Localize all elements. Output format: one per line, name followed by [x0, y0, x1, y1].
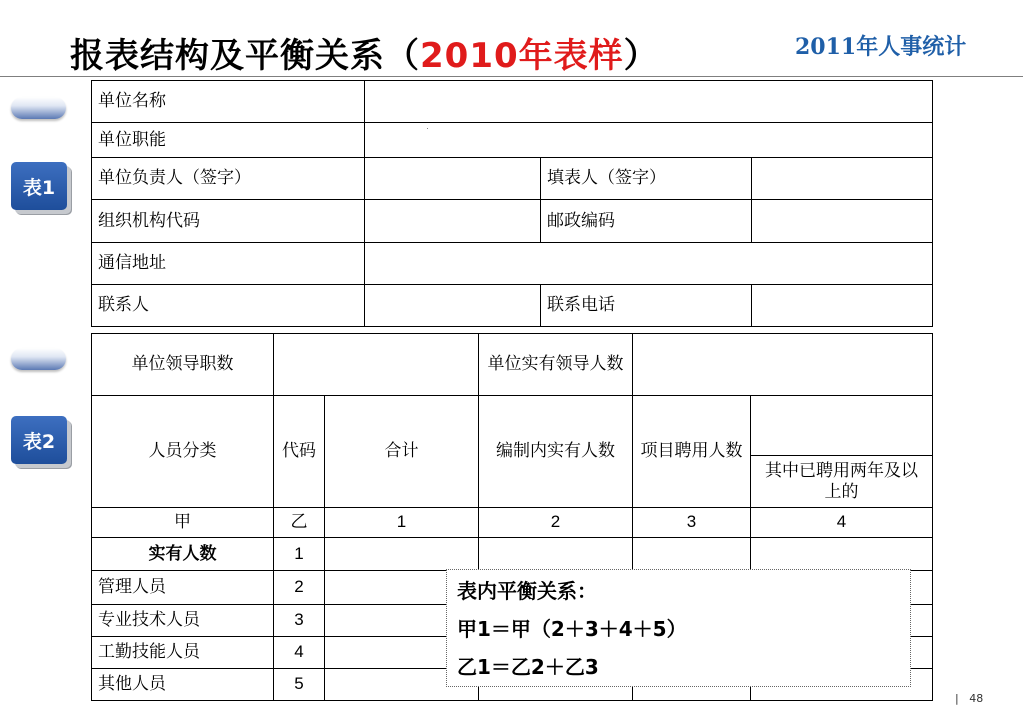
- unit-function-value: [365, 123, 933, 158]
- contact-phone-label: 联系电话: [541, 285, 752, 327]
- hired-two-years-header: 其中已聘用两年及以上的: [751, 456, 933, 508]
- row-code: 5: [274, 669, 325, 701]
- filler-value: [752, 158, 933, 200]
- address-label: 通信地址: [92, 243, 365, 285]
- unit-name-value: [365, 81, 933, 123]
- contact-label: 联系人: [92, 285, 365, 327]
- table2-badge: 表2: [11, 416, 67, 464]
- table1-pill-decoration: [11, 97, 66, 119]
- index-col-4: 4: [751, 508, 933, 538]
- contact-phone-value: [752, 285, 933, 327]
- title-main: 报表结构及平衡关系（: [70, 36, 420, 76]
- index-col-b: 乙: [274, 508, 325, 538]
- page-number-value: 48: [969, 692, 984, 705]
- in-staff-header: 编制内实有人数: [479, 396, 633, 508]
- row-label: 专业技术人员: [92, 605, 274, 637]
- table2-pill-decoration: [11, 348, 66, 370]
- page-number: [955, 692, 983, 705]
- address-value: [365, 243, 933, 285]
- row-label: 工勤技能人员: [92, 637, 274, 669]
- total-header: 合计: [325, 396, 479, 508]
- unit-name-label: 单位名称: [92, 81, 365, 123]
- index-col-2: 2: [479, 508, 633, 538]
- unit-head-label: 单位负责人（签字）: [92, 158, 365, 200]
- project-hired-spacer: [751, 396, 933, 456]
- postal-code-value: [752, 200, 933, 243]
- row-code: 2: [274, 571, 325, 605]
- title-highlight: 2010年表样: [420, 36, 624, 76]
- org-code-label: 组织机构代码: [92, 200, 365, 243]
- balance-rule-1: 甲1＝甲（2＋3＋4＋5）: [457, 617, 687, 641]
- actual-leaders-value: [633, 334, 933, 396]
- row-label: 管理人员: [92, 571, 274, 605]
- table-row: [92, 538, 933, 571]
- row-label: 实有人数: [92, 538, 274, 571]
- leader-count-label: 单位领导职数: [92, 334, 274, 396]
- brand-label: 2011年人事统计: [795, 34, 967, 60]
- title-end: ）: [623, 36, 659, 76]
- actual-leaders-label: 单位实有领导人数: [479, 334, 633, 396]
- index-col-1: 1: [325, 508, 479, 538]
- index-col-3: 3: [633, 508, 751, 538]
- project-hired-header: 项目聘用人数: [633, 396, 751, 508]
- table1-badge: 表1: [11, 162, 67, 210]
- row-code: 4: [274, 637, 325, 669]
- row-code: 1: [274, 538, 325, 571]
- category-header: 人员分类: [92, 396, 274, 508]
- balance-note: [446, 569, 911, 687]
- postal-code-label: 邮政编码: [541, 200, 752, 243]
- balance-rule-2: 乙1＝乙2＋乙3: [457, 655, 599, 679]
- leader-count-value: [274, 334, 479, 396]
- org-code-value: [365, 200, 541, 243]
- row-code: 3: [274, 605, 325, 637]
- page-title: [70, 28, 659, 77]
- filler-label: 填表人（签字）: [541, 158, 752, 200]
- row-label: 其他人员: [92, 669, 274, 701]
- contact-value: [365, 285, 541, 327]
- balance-heading: 表内平衡关系：: [457, 579, 597, 603]
- header-divider: [0, 76, 1023, 77]
- unit-info-table: [91, 80, 933, 327]
- index-col-a: 甲: [92, 508, 274, 538]
- unit-function-label: 单位职能: [92, 123, 365, 158]
- unit-head-value: [365, 158, 541, 200]
- code-header: 代码: [274, 396, 325, 508]
- page-separator: |: [955, 692, 959, 705]
- stray-dot: [427, 128, 428, 129]
